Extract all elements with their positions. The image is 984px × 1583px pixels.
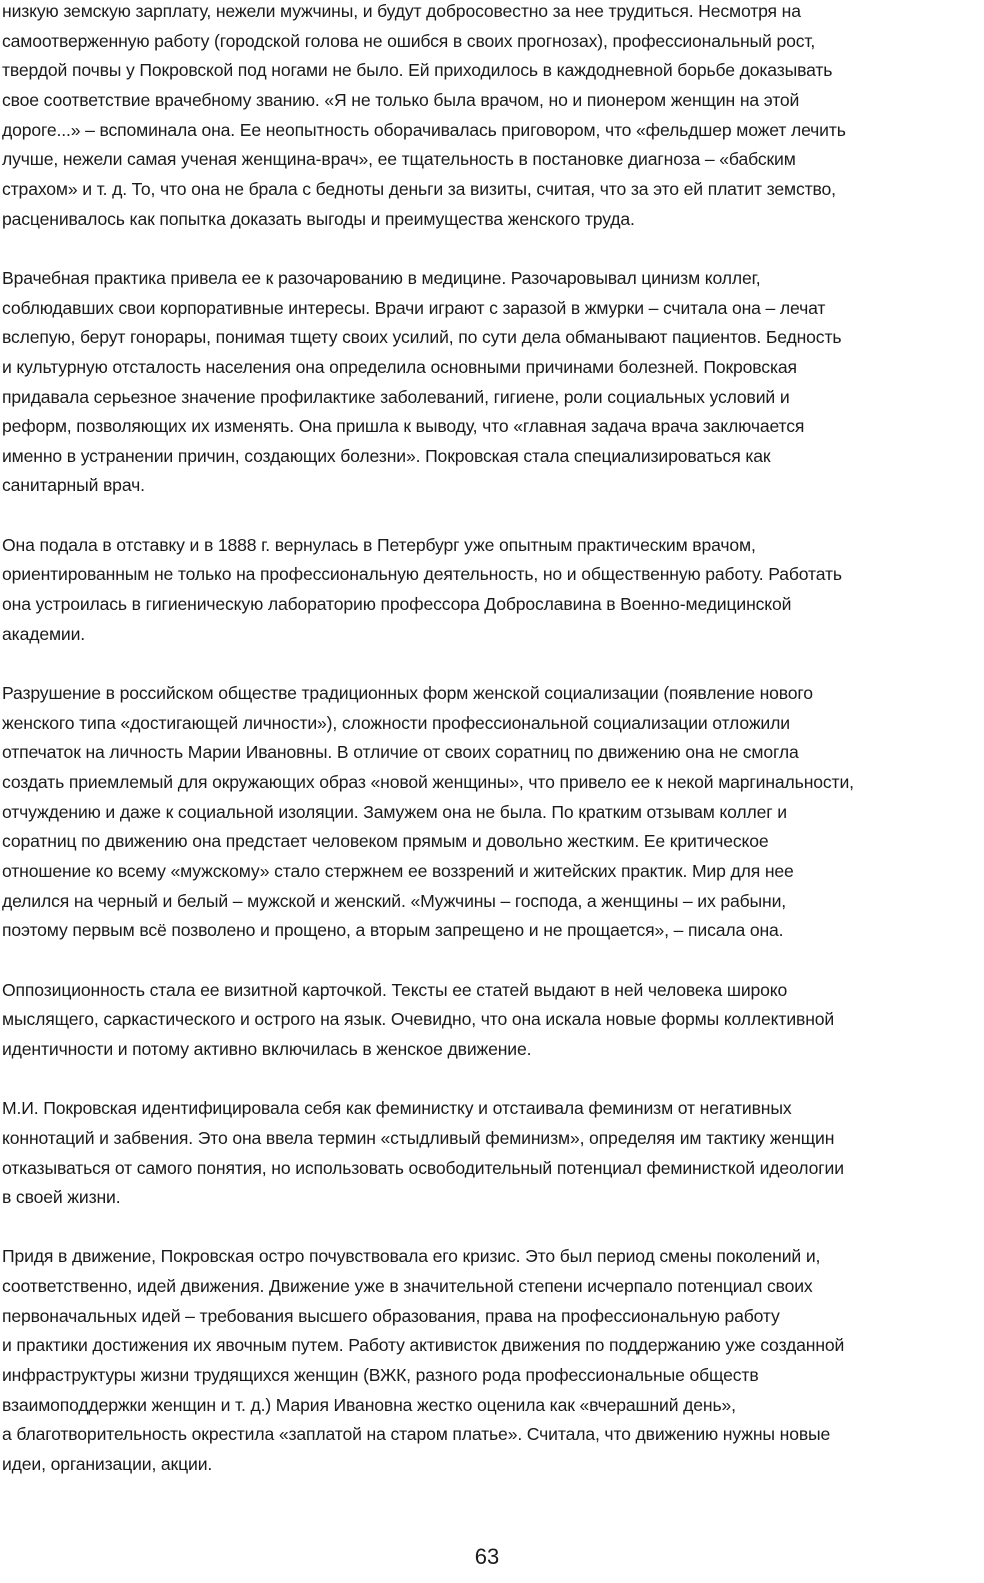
- text-line: мыслящего, саркастического и острого на язык. Очевидно, что она искала новые формы коллективной: [2, 1009, 835, 1030]
- text-line: вслепую, берут гонорары, понимая тщету своих усилий, по сути дела обманывают пациентов. Бедность: [2, 327, 842, 348]
- text-line: женского типа «достигающей личности»), сложности профессиональной социализации отложили: [2, 712, 790, 733]
- text-line: отношение ко всему «мужскому» стало стержнем ее воззрений и житейских практик. Мир для нее: [2, 860, 794, 881]
- text-line: коннотаций и забвения. Это она ввела термин «стыдливый феминизм», определяя им тактику женщин: [2, 1127, 835, 1148]
- text-line: реформ, позволяющих их изменять. Она пришла к выводу, что «главная задача врача заключается: [2, 416, 805, 437]
- text-line: Она подала в отставку и в 1888 г. вернулась в Петербург уже опытным практическим врачом,: [2, 534, 756, 555]
- paragraph: [2, 0, 984, 234]
- text-line: твердой почвы у Покровской под ногами не было. Ей приходилось в каждодневной борьбе доказывать: [2, 60, 833, 81]
- text-line: свое соответствие врачебному званию. «Я не только была врачом, но и пионером женщин на этой: [2, 89, 800, 110]
- text-line: Оппозиционность стала ее визитной карточкой. Тексты ее статей выдают в ней человека широко: [2, 979, 788, 1000]
- paragraph: [2, 1242, 984, 1479]
- text-line: в своей жизни.: [2, 1187, 121, 1208]
- text-line: Разрушение в российском обществе традиционных форм женской социализации (появление нового: [2, 683, 813, 704]
- text-line: соблюдавших свои корпоративные интересы. Врачи играют с заразой в жмурки – считала она – лечат: [2, 297, 826, 318]
- page-number: 63: [474, 1544, 500, 1569]
- text-line: взаимоподдержки женщин и т. д.) Мария Ивановна жестко оценила как «вчерашний день»,: [2, 1394, 736, 1415]
- paragraph: [2, 264, 984, 501]
- text-line: страхом» и т. д. То, что она не брала с бедноты деньги за визиты, считая, что за это ей платит земство,: [2, 178, 836, 199]
- text-line: дороге...» – вспоминала она. Ее неопытность оборачивалась приговором, что «фельдшер может лечить: [2, 119, 846, 140]
- text-line: лучше, нежели самая ученая женщина-врач», ее тщательность в постановке диагноза – «бабским: [2, 149, 796, 170]
- text-line: соратниц по движению она предстает человеком прямым и довольно жестким. Ее критическое: [2, 831, 769, 852]
- text-line: самоотверженную работу (городской голова не ошибся в своих прогнозах), профессиональный рост,: [2, 30, 816, 51]
- text-line: санитарный врач.: [2, 475, 145, 496]
- text-line: и практики достижения их явочным путем. Работу активисток движения по поддержанию уже созданной: [2, 1335, 845, 1356]
- paragraph: [2, 679, 984, 946]
- paragraph: [2, 976, 984, 1065]
- text-line: соответственно, идей движения. Движение уже в значительной степени исчерпало потенциал своих: [2, 1276, 813, 1297]
- text-line: отчуждению и даже к социальной изоляции. Замужем она не была. По кратким отзывам коллег и: [2, 801, 787, 822]
- text-line: а благотворительность окрестила «заплатой на старом платье». Считала, что движению нужны новые: [2, 1424, 831, 1445]
- text-line: поэтому первым всё позволено и прощено, а вторым запрещено и не прощается», – писала она.: [2, 920, 784, 941]
- text-line: придавала серьезное значение профилактике заболеваний, гигиене, роли социальных условий и: [2, 386, 790, 407]
- text-line: создать приемлемый для окружающих образ «новой женщины», что привело ее к некой маргинальности,: [2, 772, 854, 793]
- text-line: М.И. Покровская идентифицировала себя как феминистку и отстаивала феминизм от негативных: [2, 1098, 792, 1119]
- text-line: ориентированным не только на профессиональную деятельность, но и общественную работу. Работать: [2, 564, 842, 585]
- text-line: академии.: [2, 623, 85, 644]
- text-line: расценивалось как попытка доказать выгоды и преимущества женского труда.: [2, 208, 635, 229]
- text-line: инфраструктуры жизни трудящихся женщин (ВЖК, разного рода профессиональные обществ: [2, 1365, 759, 1386]
- text-line: идеи, организации, акции.: [2, 1454, 213, 1475]
- text-line: Врачебная практика привела ее к разочарованию в медицине. Разочаровывал цинизм коллег,: [2, 267, 761, 288]
- paragraph: [2, 1094, 984, 1213]
- text-line: делился на черный и белый – мужской и женский. «Мужчины – господа, а женщины – их рабыни,: [2, 890, 787, 911]
- text-line: отпечаток на личность Марии Ивановны. В отличие от своих соратниц по движению она не смогла: [2, 742, 799, 763]
- text-line: она устроилась в гигиеническую лабораторию профессора Доброславина в Военно-медицинской: [2, 594, 792, 615]
- text-line: низкую земскую зарплату, нежели мужчины, и будут добросовестно за нее трудиться. Несмотря на: [2, 1, 801, 21]
- text-line: Придя в движение, Покровская остро почувствовала его кризис. Это был период смены поколений и,: [2, 1246, 821, 1267]
- paragraph: [2, 531, 984, 650]
- text-line: идентичности и потому активно включилась в женское движение.: [2, 1038, 532, 1059]
- text-line: именно в устранении причин, создающих болезни». Покровская стала специализироваться как: [2, 445, 771, 466]
- text-line: первоначальных идей – требования высшего образования, права на профессиональную работу: [2, 1305, 780, 1326]
- text-line: и культурную отсталость населения она определила основными причинами болезней. Покровская: [2, 356, 797, 377]
- text-line: отказываться от самого понятия, но использовать освободительный потенциал феминисткой идеологии: [2, 1157, 844, 1178]
- document-page: [2, 0, 984, 1509]
